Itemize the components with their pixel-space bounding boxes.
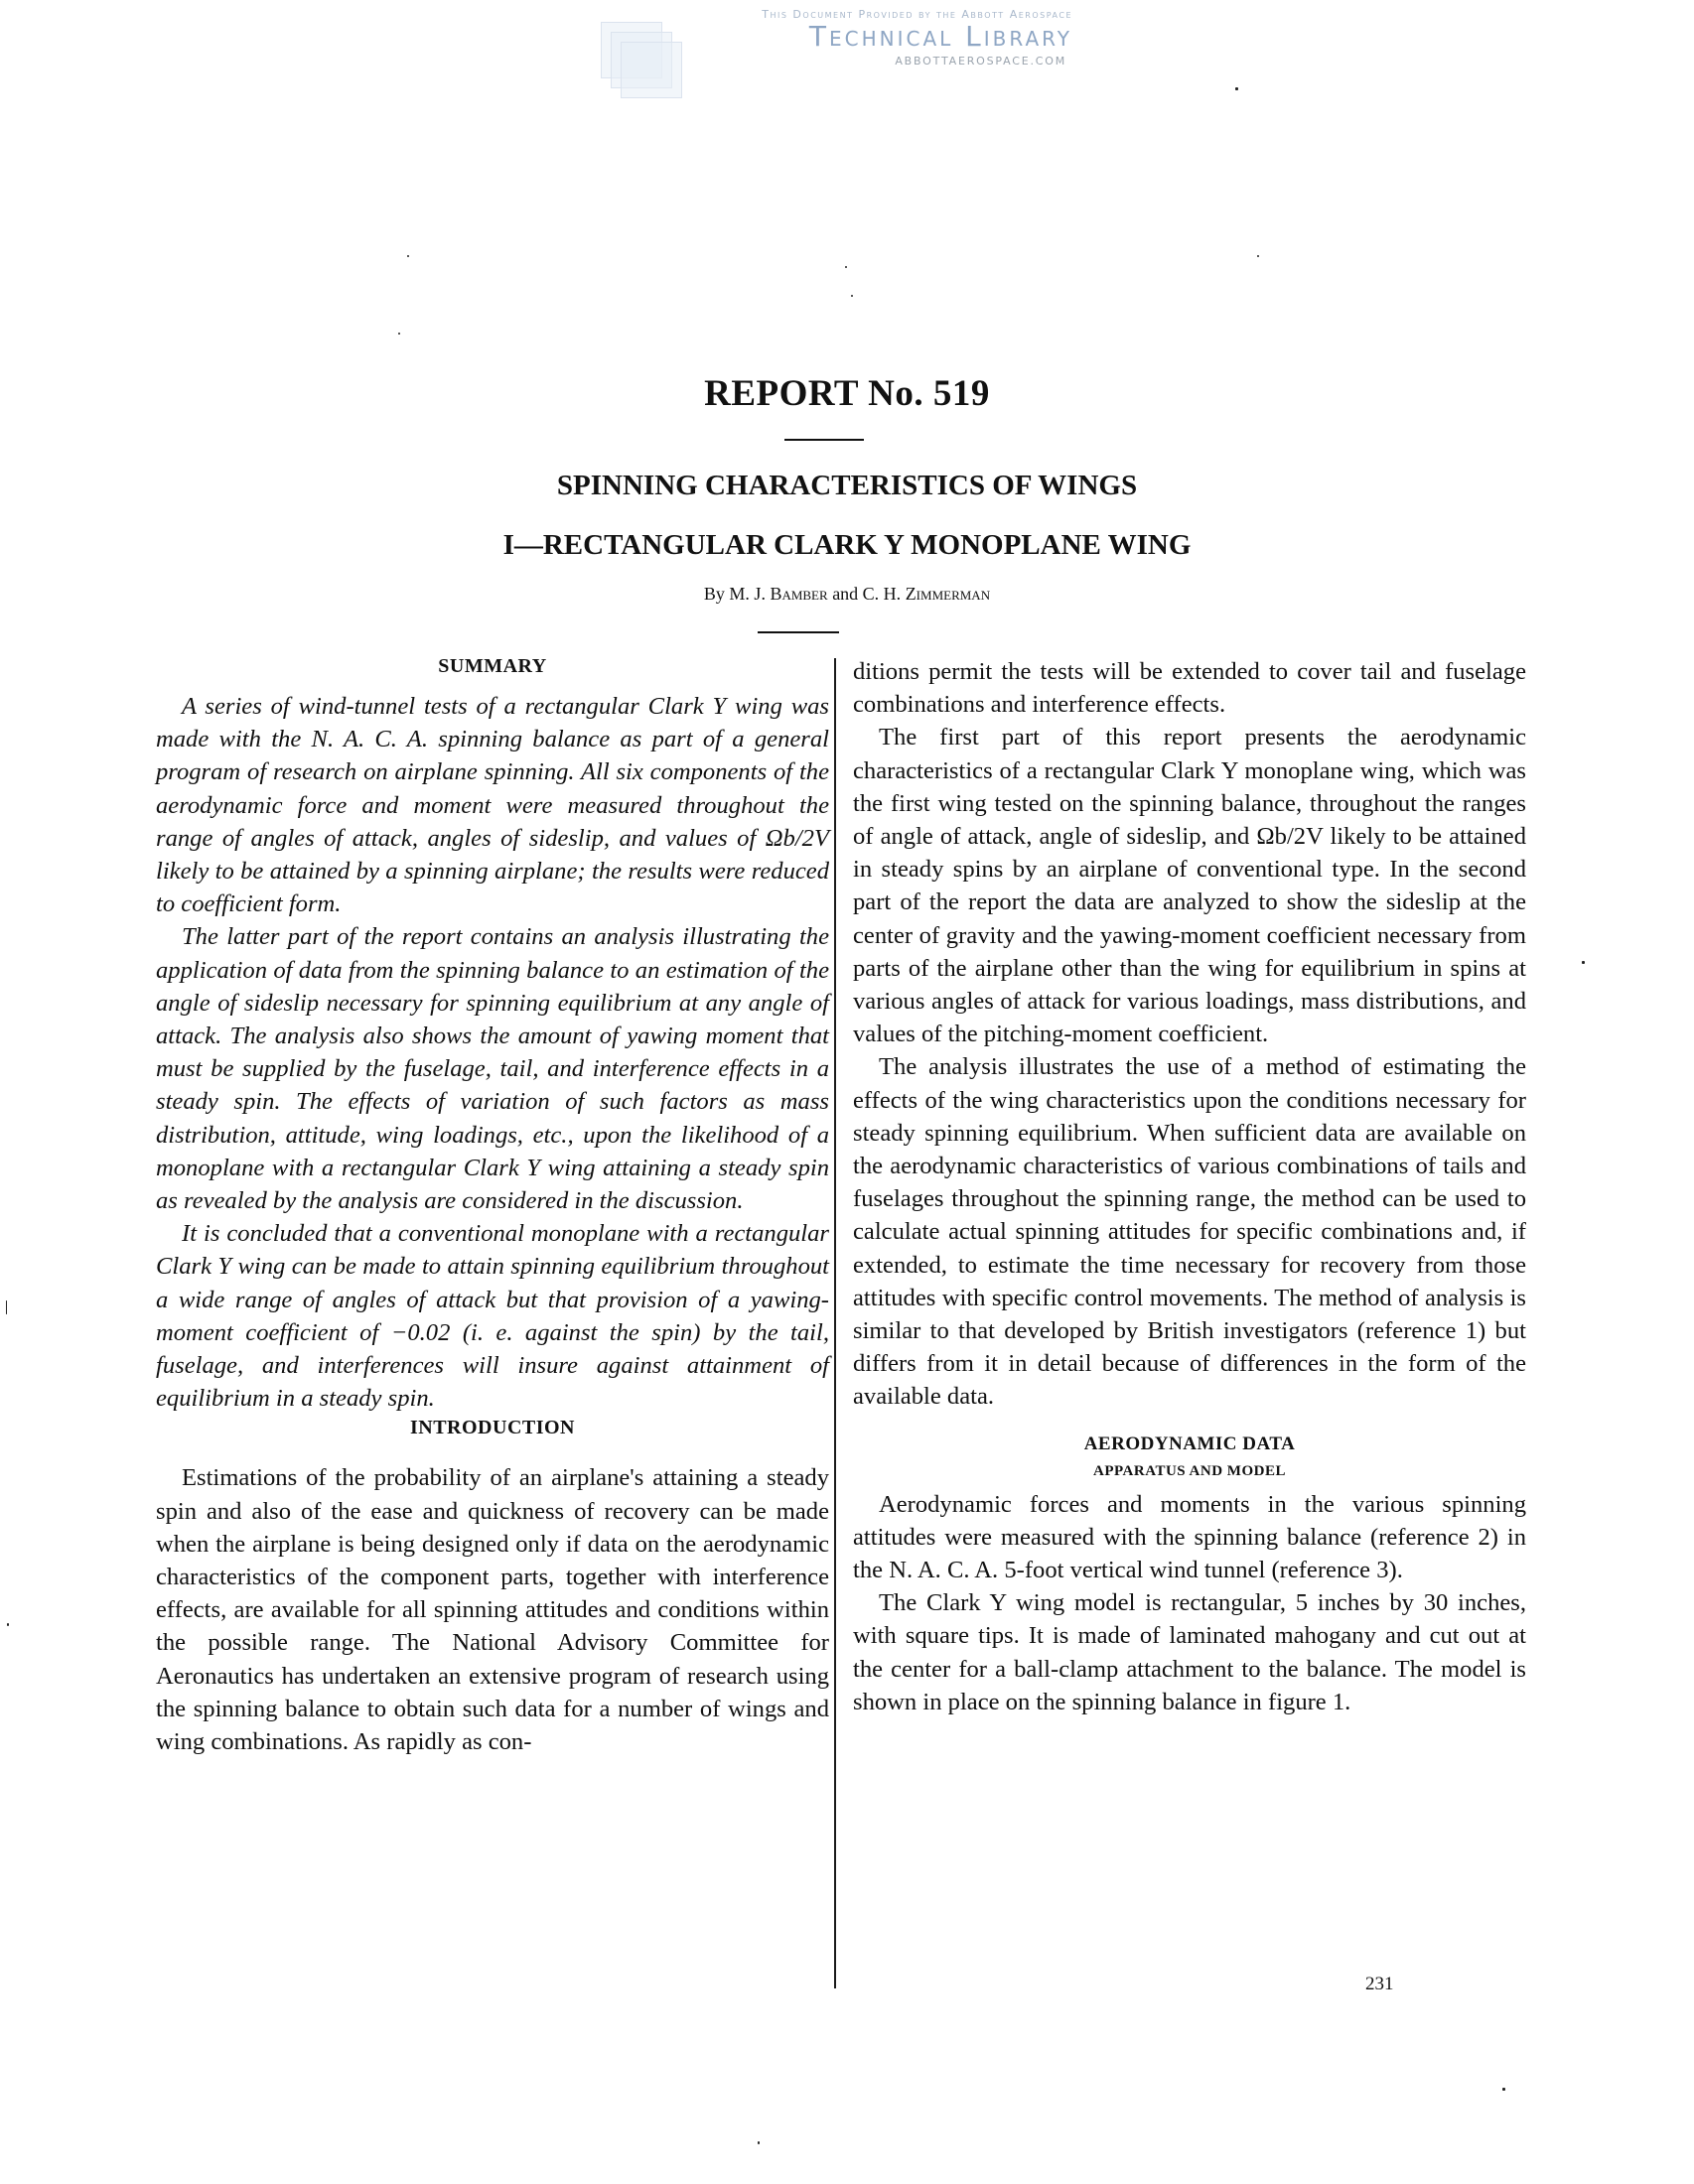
author-bamber: Bamber: [770, 584, 828, 604]
scan-speck: [6, 1300, 7, 1314]
authors-line: [0, 584, 1694, 605]
watermark-library-name: Technical Library: [808, 20, 1072, 53]
scan-speck: [1257, 255, 1259, 257]
scan-speck: [1235, 87, 1238, 90]
apparatus-paragraph: The Clark Y wing model is rectangular, 5 inches by 30 inches, with square tips. It is made of laminated mahogany and cut out at the center for a ball-clamp attachment to the balance. The model is shown in place on the spinning balance in figure 1.: [853, 1589, 1526, 1715]
aerodynamic-data-heading: AERODYNAMIC DATA: [1083, 1433, 1296, 1454]
abbott-aerospace-watermark: [596, 4, 1092, 83]
summary-paragraph: The latter part of the report contains an analysis illustrating the application of data from the spinning balance to an estimation of the angle of sideslip necessary for spinning equilibrium at any angle of attack. The analysis also shows the amount of yawing moment that must be supplied by the fuselage, tail, and interference effects in a steady spin. The effects of variation of such factors as mass distribution, attitude, wing loadings, etc., upon the likelihood of a monoplane with a rectangular Clark Y wing attaining a steady spin as revealed by the analysis are considered in the discussion.: [156, 923, 829, 1215]
report-title: SPINNING CHARACTERISTICS OF WINGS: [556, 470, 1138, 501]
page-number: 231: [1365, 1974, 1394, 1994]
left-column: [156, 655, 829, 1758]
right-column: [853, 655, 1526, 1718]
scan-speck: [1582, 961, 1585, 964]
scan-speck: [398, 333, 400, 335]
scan-speck: [851, 295, 853, 297]
author-zimmerman: Zimmerman: [905, 584, 991, 604]
title-rule: [784, 439, 864, 441]
authors-rule: [758, 631, 839, 633]
apparatus-and-model-heading: APPARATUS AND MODEL: [1093, 1462, 1286, 1479]
report-subtitle: I—RECTANGULAR CLARK Y MONOPLANE WING: [502, 529, 1192, 561]
apparatus-paragraph: Aerodynamic forces and moments in the various spinning attitudes were measured with the spinning balance (reference 2) in the N. A. C. A. 5-foot vertical wind tunnel (reference 3).: [853, 1490, 1526, 1584]
scan-speck: [845, 266, 847, 268]
introduction-paragraph: Estimations of the probability of an airplane's attaining a steady spin and also of the ease and quickness of recovery can be made when the airplane is being designed only if data on the aerodynamic characteristics of the component parts, together with interference effects, are available for all spinning attitudes and conditions within the possible range. The National Advisory Committee for Aeronautics has undertaken an extensive program of research using the spinning balance to obtain such data for a number of wings and wing combinations. As rapidly as con-: [156, 1464, 829, 1756]
column-divider: [834, 658, 836, 1988]
scan-speck: [7, 1623, 9, 1626]
report-number: REPORT No. 519: [704, 373, 990, 414]
introduction-paragraph: The analysis illustrates the use of a method of estimating the effects of the wing characteristics upon the conditions necessary for steady spinning equilibrium. When sufficient data are available on the aerodynamic characteristics of various combinations of tails and fuselages throughout the spinning range, the method can be used to calculate actual spinning attitudes for specific combinations and, if extended, to estimate the time necessary for recovery from those attitudes with specific control movements. The method of analysis is similar to that developed by British investigators (reference 1) but differs from it in detail because of differences in the form of the available data.: [853, 1053, 1526, 1411]
summary-paragraph: It is concluded that a conventional monoplane with a rectangular Clark Y wing can be made to attain spinning equilibrium throughout a wide range of angles of attack but that provision of a yawing-moment coefficient of −0.02 (i. e. against the spin) by the tail, fuselage, and interferences will insure against attainment of equilibrium in a steady spin.: [156, 1220, 829, 1413]
introduction-paragraph: The first part of this report presents the aerodynamic characteristics of a rectangular Clark Y monoplane wing, which was the first wing tested on the spinning balance, throughout the ranges of angle of attack, angle of sideslip, and Ωb/2V likely to be attained in steady spins by an airplane of conventional type. In the second part of the report the data are analyzed to show the sideslip at the center of gravity and the yawing-moment coefficient necessary from parts of the airplane other than the wing for equilibrium in spins at various angles of attack for various loadings, mass distributions, and values of the pitching-moment coefficient.: [853, 724, 1526, 1048]
summary-paragraph: A series of wind-tunnel tests of a rectangular Clark Y wing was made with the N. A. C. A. spinning balance as part of a general program of research on airplane spinning. All six components of the aerodynamic force and moment were measured throughout the range of angles of attack, angles of sideslip, and values of Ωb/2V likely to be attained by a spinning airplane; the results were reduced to coefficient form.: [156, 693, 829, 918]
scan-speck: [758, 2141, 760, 2144]
introduction-continuation: ditions permit the tests will be extended to cover tail and fuselage combinations and interference effects.: [853, 658, 1526, 719]
authors-prefix: By M. J.: [703, 584, 771, 604]
scan-speck: [1502, 2088, 1505, 2091]
watermark-url: ABBOTTAEROSPACE.COM: [895, 55, 1066, 68]
scan-speck: [407, 255, 409, 257]
introduction-heading: INTRODUCTION: [409, 1417, 576, 1439]
watermark-provided-by: This Document Provided by the Abbott Aerospace: [762, 8, 1072, 21]
authors-and: and C. H.: [827, 584, 906, 604]
summary-heading: SUMMARY: [438, 655, 547, 677]
